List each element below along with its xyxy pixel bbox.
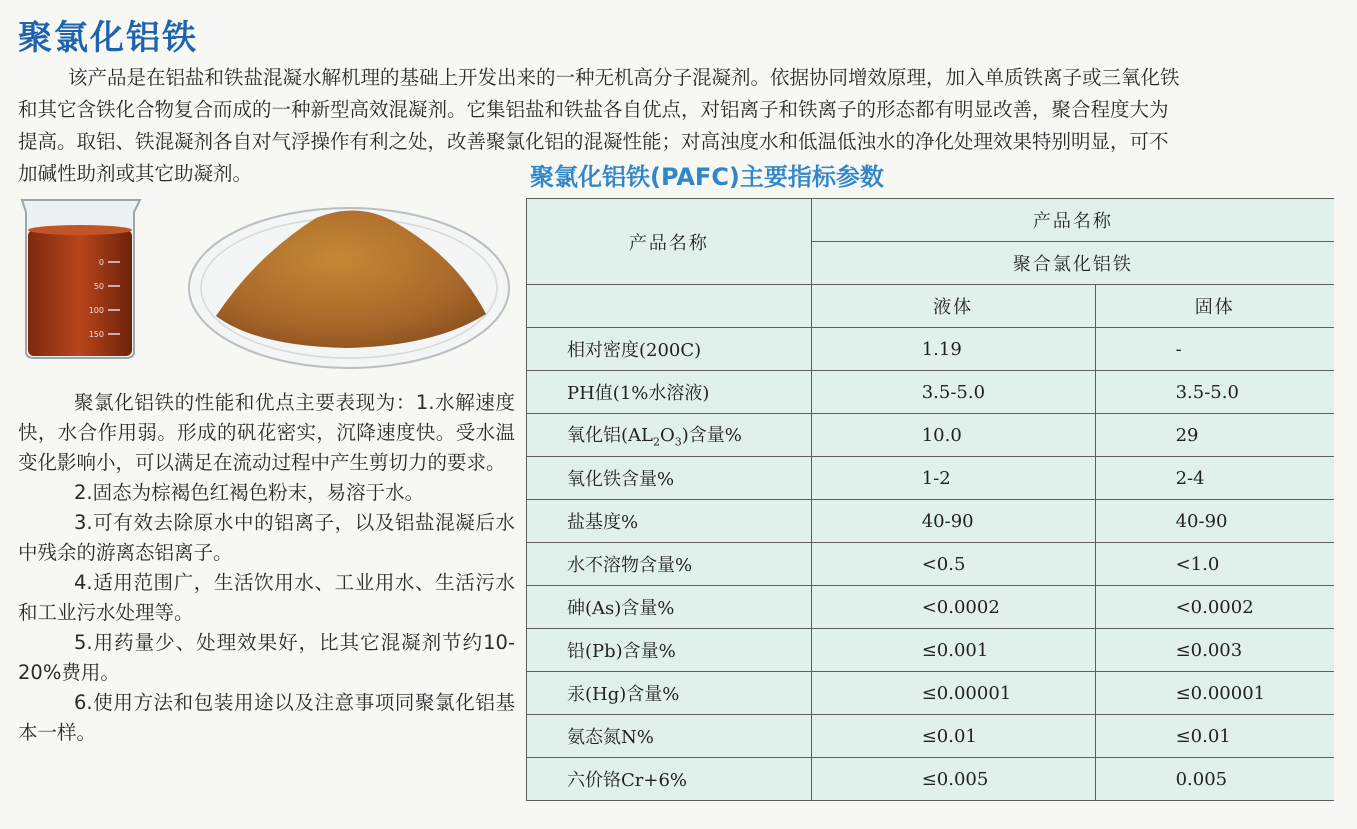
powder-image — [186, 196, 512, 372]
subscript: 2 — [652, 435, 660, 449]
liquid-value: ≤0.00001 — [811, 672, 1095, 715]
liquid-value: 1.19 — [811, 328, 1095, 371]
row-label: 铅(Pb)含量% — [527, 629, 812, 672]
table-row — [527, 500, 1335, 543]
row-label-part: )含量% — [681, 425, 742, 447]
table-row — [527, 672, 1335, 715]
liquid-value: 1-2 — [811, 457, 1095, 500]
table-row — [527, 328, 1335, 371]
intro-line: 提高。取铝、铁混凝剂各自对气浮操作有利之处，改善聚氯化铝的混凝性能；对高浊度水和低温低浊水的净化处理效果特别明显，可不 — [18, 130, 1169, 153]
beaker-tick: 0 — [98, 258, 104, 267]
liquid-value: 3.5-5.0 — [811, 371, 1095, 414]
column-group-header: 产品名称 — [811, 199, 1334, 242]
solid-value: ≤0.003 — [1095, 629, 1334, 672]
feature-item: 聚氯化铝铁的性能和优点主要表现为：1.水解速度快，水合作用弱。形成的矾花密实，沉降速度快。受水温变化影响小，可以满足在流动过程中产生剪切力的要求。 — [18, 391, 515, 474]
beaker-tick: 150 — [88, 330, 104, 339]
table-row — [527, 715, 1335, 758]
spec-table — [526, 198, 1334, 801]
table-row — [527, 629, 1335, 672]
liquid-value: ≤0.005 — [811, 758, 1095, 801]
solid-value: ≤0.00001 — [1095, 672, 1334, 715]
liquid-value: ≤0.01 — [811, 715, 1095, 758]
table-row — [527, 414, 1335, 457]
row-label: 砷(As)含量% — [527, 586, 812, 629]
row-label: 汞(Hg)含量% — [527, 672, 812, 715]
table-title: 聚氯化铝铁(PAFC)主要指标参数 — [530, 163, 884, 191]
table-row — [527, 371, 1335, 414]
subscript: 3 — [674, 435, 682, 449]
feature-item: 5.用药量少、处理效果好，比其它混凝剂节约10-20%费用。 — [18, 631, 515, 684]
beaker-tick: 50 — [93, 282, 104, 291]
blank-header-cell — [527, 285, 812, 328]
table-row — [527, 586, 1335, 629]
solid-value: <1.0 — [1095, 543, 1334, 586]
intro-line: 该产品是在铝盐和铁盐混凝水解机理的基础上开发出来的一种无机高分子混凝剂。依据协同增效原理，加入单质铁离子或三氧化铁 — [68, 66, 1180, 89]
liquid-header: 液体 — [811, 285, 1095, 328]
row-header-cell: 产品名称 — [527, 199, 812, 285]
beaker-tick: 100 — [88, 306, 104, 315]
row-label: 水不溶物含量% — [527, 543, 812, 586]
solid-value: 40-90 — [1095, 500, 1334, 543]
page-title: 聚氯化铝铁 — [18, 18, 198, 58]
feature-item: 6.使用方法和包装用途以及注意事项同聚氯化铝基本一样。 — [18, 691, 515, 744]
intro-line: 和其它含铁化合物复合而成的一种新型高效混凝剂。它集铝盐和铁盐各自优点，对铝离子和铁离子的形态都有明显改善，聚合程度大为 — [18, 98, 1169, 121]
liquid-value: <0.0002 — [811, 586, 1095, 629]
row-label: PH值(1%水溶液) — [527, 371, 812, 414]
row-label: 氧化铁含量% — [527, 457, 812, 500]
row-label: 六价铬Cr+6% — [527, 758, 812, 801]
table-row — [527, 758, 1335, 801]
row-label — [527, 414, 812, 457]
table-row — [527, 543, 1335, 586]
solid-value: 3.5-5.0 — [1095, 371, 1334, 414]
solid-value: 29 — [1095, 414, 1334, 457]
liquid-value: 10.0 — [811, 414, 1095, 457]
intro-line: 加碱性助剂或其它助凝剂。 — [18, 162, 253, 185]
row-label: 氨态氮N% — [527, 715, 812, 758]
solid-value: ≤0.01 — [1095, 715, 1334, 758]
solid-header: 固体 — [1095, 285, 1334, 328]
solid-value: 0.005 — [1095, 758, 1334, 801]
solid-value: 2-4 — [1095, 457, 1334, 500]
row-label-part: 氧化铝(AL — [567, 425, 653, 447]
liquid-value: 40-90 — [811, 500, 1095, 543]
liquid-value: ≤0.001 — [811, 629, 1095, 672]
feature-item: 2.固态为棕褐色红褐色粉末，易溶于水。 — [74, 481, 425, 504]
row-label: 相对密度(200C) — [527, 328, 812, 371]
liquid-value: <0.5 — [811, 543, 1095, 586]
feature-item: 3.可有效去除原水中的铝离子，以及铝盐混凝后水中残余的游离态铝离子。 — [18, 511, 515, 564]
beaker-image — [16, 192, 146, 360]
solid-value: <0.0002 — [1095, 586, 1334, 629]
row-label-part: O — [659, 425, 675, 447]
feature-item: 4.适用范围广，生活饮用水、工业用水、生活污水和工业污水处理等。 — [18, 571, 515, 624]
table-row — [527, 457, 1335, 500]
solid-value: - — [1095, 328, 1334, 371]
product-header: 聚合氯化铝铁 — [811, 242, 1334, 285]
row-label: 盐基度% — [527, 500, 812, 543]
features-section — [18, 388, 515, 748]
